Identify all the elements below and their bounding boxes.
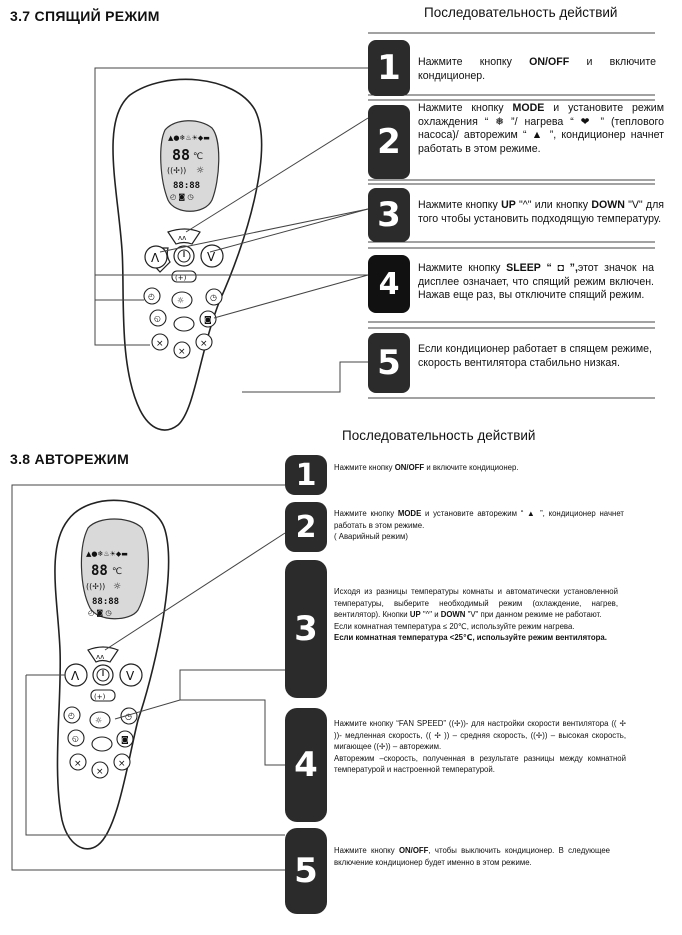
step-text-3-7-5: Если кондиционер работает в спящем режиме, скорость вентилятора стабильно низкая. — [418, 343, 652, 369]
svg-text:◵: ◵ — [72, 734, 79, 743]
svg-text:◷: ◷ — [125, 712, 132, 721]
step-text-3-7-3: Нажмите кнопку UP "^" или кнопку DOWN "V" для того чтобы установить подходящую температуру. — [418, 199, 664, 225]
step-text-3-8-3: Исходя из разницы температуры комнаты и автоматически установленной температуры, выберите необходимый режим (охлаждение, нагрев, вентилятор). Кнопки UP "^" и DOWN "V" при данном режиме не работают. Если комнатная температура ≤ 20℃, используйте режим нагрева. Если комнатная температура <25℃, используйте режим вентилятора. — [334, 587, 618, 643]
step-badge-5: 5 — [368, 333, 410, 393]
svg-text:×: × — [96, 767, 104, 777]
section-3-8-title: 3.8 АВТОРЕЖИМ — [10, 451, 130, 467]
svg-text:88:88: 88:88 — [173, 181, 201, 191]
svg-text:×: × — [118, 759, 126, 769]
step-text-3-8-1: Нажмите кнопку ON/OFF и включите кондиционер. — [334, 463, 519, 472]
step-text-3-7-1: Нажмите кнопку ON/OFF и включите кондиционер. — [418, 56, 656, 82]
svg-text:Λ: Λ — [151, 251, 160, 265]
svg-text:◵: ◵ — [154, 314, 161, 323]
step-badge-auto-5: 5 — [285, 828, 327, 914]
svg-text:((✢)): ((✢)) — [86, 582, 106, 591]
section-3-8-sequence-title: Последовательность действий — [342, 428, 536, 443]
svg-text:(+): (+) — [94, 693, 106, 701]
svg-text:ᴧᴧ: ᴧᴧ — [178, 234, 187, 242]
svg-text:◴: ◴ — [148, 292, 155, 301]
step-text-3-8-4: Нажмите кнопку “FAN SPEED” ((✢))- для настройки скорости вентилятора (( ✢ ))- медленная скорость, (( ✢ )) – средняя скорость, ((✢)) – высокая скорость, мигающее ((✢)) – авторежим. Авторежим –скорость, полученная в результате разницы между комнатной температурой и настроенной температурой. — [334, 719, 626, 775]
svg-text:×: × — [74, 759, 82, 769]
remote-control-2 — [55, 500, 169, 849]
svg-text:(+): (+) — [175, 274, 187, 282]
svg-text:88:88: 88:88 — [92, 597, 120, 607]
svg-text:V: V — [207, 250, 216, 264]
step-badge-auto-4: 4 — [285, 708, 327, 822]
remote-control-1 — [113, 79, 262, 430]
svg-text:◙: ◙ — [204, 315, 212, 324]
svg-text:℃: ℃ — [112, 567, 123, 577]
svg-text:((✢)): ((✢)) — [167, 166, 187, 175]
svg-text:Λ: Λ — [71, 669, 80, 683]
step-text-3-7-2: Нажмите кнопку MODE и установите режим охлаждения “ ❅ ”/ нагрева “ ❤ ” (теплового насоса)/ авторежим “ ▲ ”, кондиционер начнет работать в этом режиме. — [418, 102, 664, 155]
svg-text:◴: ◴ — [68, 711, 75, 720]
svg-text:◴ ◙ ◷: ◴ ◙ ◷ — [170, 193, 194, 201]
svg-text:☼: ☼ — [113, 582, 122, 592]
step-badge-1: 1 — [368, 40, 410, 96]
svg-text:☼: ☼ — [196, 166, 205, 176]
svg-text:88: 88 — [91, 563, 108, 579]
svg-text:▲●❄♨☀◆▬: ▲●❄♨☀◆▬ — [168, 134, 210, 142]
step-badge-4: 4 — [368, 255, 410, 313]
step-badge-auto-1: 1 — [285, 455, 327, 495]
section-3-7-title: 3.7 СПЯЩИЙ РЕЖИМ — [10, 8, 160, 24]
svg-text:▲●❄♨☀◆▬: ▲●❄♨☀◆▬ — [86, 550, 128, 558]
svg-text:88: 88 — [172, 146, 191, 164]
step-badge-auto-3: 3 — [285, 560, 327, 698]
svg-text:☼: ☼ — [177, 296, 185, 305]
svg-text:℃: ℃ — [193, 152, 204, 162]
svg-text:×: × — [200, 339, 208, 349]
step-badge-2: 2 — [368, 105, 410, 179]
section-3-7-sequence-title: Последовательность действий — [424, 5, 618, 20]
step-badge-auto-2: 2 — [285, 502, 327, 552]
step-text-3-7-4: Нажмите кнопку SLEEP “ ◘ ”,этот значок на дисплее означает, что спящий режим включен. Нажав еще раз, вы отключите спящий режим. — [418, 262, 654, 302]
step-text-3-8-2: Нажмите кнопку MODE и установите авторежим “ ▲ ”, кондиционер начнет работать в этом режиме. ( Аварийный режим) — [334, 509, 624, 542]
svg-text:×: × — [156, 339, 164, 349]
svg-text:×: × — [178, 347, 186, 357]
svg-text:☼: ☼ — [95, 716, 103, 725]
step-text-3-8-5: Нажмите кнопку ON/OFF, чтобы выключить кондиционер. В следующее включение кондиционер будет именно в этом режиме. — [334, 846, 610, 867]
step-badge-3: 3 — [368, 188, 410, 242]
svg-text:◴ ◙ ◷: ◴ ◙ ◷ — [88, 609, 112, 617]
svg-text:◙: ◙ — [121, 735, 129, 744]
svg-text:V: V — [126, 669, 135, 683]
svg-text:◷: ◷ — [210, 293, 217, 302]
svg-text:ᴧᴧ: ᴧᴧ — [96, 653, 105, 661]
